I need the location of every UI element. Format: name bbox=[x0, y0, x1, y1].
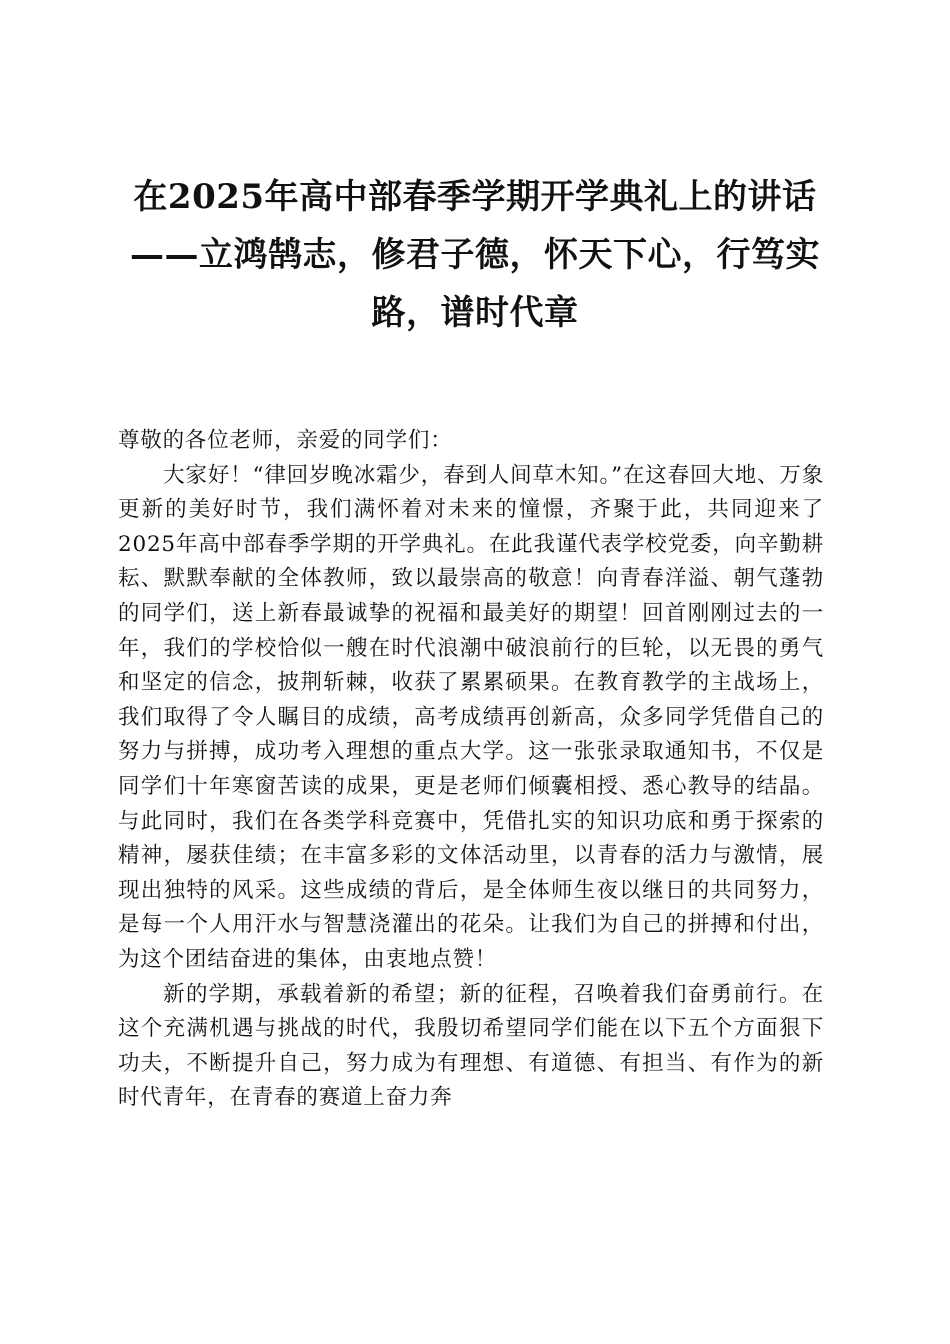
title-line-1: 在2025年高中部春季学期开学典礼上的讲话 bbox=[133, 177, 817, 217]
title-line-2: ——立鸿鹄志，修君子德，怀天下心，行笃实 bbox=[130, 235, 820, 275]
title-line-3: 路，谱时代章 bbox=[371, 293, 579, 333]
document-body bbox=[118, 424, 824, 1116]
body-paragraph-1: 大家好！“律回岁晚冰霜少，春到人间草木知。”在这春回大地、万象更新的美好时节，我们满怀着对未来的憧憬，齐聚于此，共同迎来了2025年高中部春季学期的开学典礼。在此我谨代表学校党委，向辛勤耕耘、默默奉献的全体教师，致以最崇高的敬意！向青春洋溢、朝气蓬勃的同学们，送上新春最诚挚的祝福和最美好的期望！回首刚刚过去的一年，我们的学校恰似一艘在时代浪潮中破浪前行的巨轮，以无畏的勇气和坚定的信念，披荆斩棘，收获了累累硕果。在教育教学的主战场上，我们取得了令人瞩目的成绩，高考成绩再创新高，众多同学凭借自己的努力与拼搏，成功考入理想的重点大学。这一张张录取通知书，不仅是同学们十年寒窗苦读的成果，更是老师们倾囊相授、悉心教导的结晶。与此同时，我们在各类学科竞赛中，凭借扎实的知识功底和勇于探索的精神，屡获佳绩；在丰富多彩的文体活动里，以青春的活力与激情，展现出独特的风采。这些成绩的背后，是全体师生夜以继日的共同努力，是每一个人用汗水与智慧浇灌出的花朵。让我们为自己的拼搏和付出，为这个团结奋进的集体，由衷地点赞！ bbox=[118, 462, 824, 972]
document-title bbox=[118, 168, 832, 342]
body-paragraph-2: 新的学期，承载着新的希望；新的征程，召唤着我们奋勇前行。在这个充满机遇与挑战的时代，我殷切希望同学们能在以下五个方面狠下功夫，不断提升自己，努力成为有理想、有道德、有担当、有作为的新时代青年，在青春的赛道上奋力奔 bbox=[118, 981, 824, 1111]
salutation: 尊敬的各位老师，亲爱的同学们： bbox=[118, 428, 453, 453]
